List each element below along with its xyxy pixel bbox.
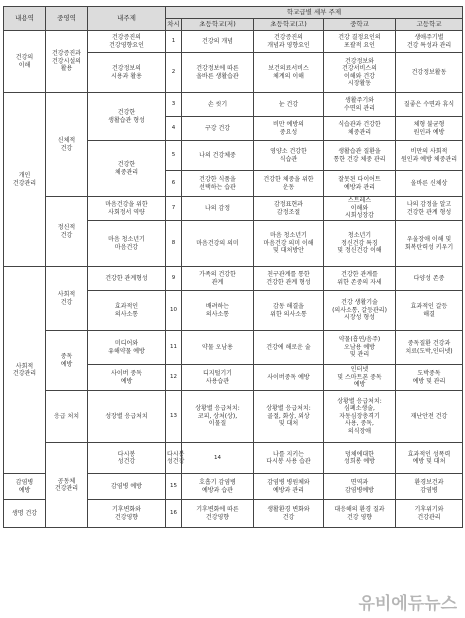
header-level-group: 학교급별 세부 주제: [166, 7, 463, 19]
lower-elem-cell: 나를 지키는 다시봉 사용 습관: [254, 443, 324, 474]
order-cell: 1: [166, 31, 182, 53]
lower-elem-cell: 상황별 응급처치: 코피, 상처(상), 이물질: [182, 391, 254, 443]
middle-cell: 스트레스 이해와 시회성장감: [324, 197, 396, 221]
lower-elem-cell: 손 씻기: [182, 93, 254, 117]
upper-elem-cell: 상황별 응급처치: 골절, 화상, 외상 및 대처: [254, 391, 324, 443]
header-middle: 중학교: [324, 19, 396, 31]
high-cell: 건강정보활동: [396, 53, 463, 93]
order-cell: 8: [166, 221, 182, 267]
topic-cell: 마음 청소년기 마음건강: [88, 221, 166, 267]
sub-area-cell: 응급 처치: [46, 391, 88, 443]
middle-cell: 잘못된 다이어트 예방과 관리: [324, 171, 396, 197]
table-row: [4, 267, 463, 291]
area-cell: 사회적 건강관리: [4, 267, 46, 474]
sub-area-cell: 다시봉 성건강: [88, 443, 166, 474]
watermark-logo: 유비에듀뉴스: [358, 594, 457, 614]
middle-cell: 생활습관 질환을 통한 건강 체중 관리: [324, 141, 396, 171]
area-cell: 공동체 건강관리: [46, 443, 88, 528]
topic-cell: 성장별 응급처치: [88, 391, 166, 443]
high-cell: 체형 불균형 원인과 예방: [396, 117, 463, 141]
order-cell: 12: [166, 365, 182, 391]
high-cell: 질좋은 수면과 휴식: [396, 93, 463, 117]
upper-elem-cell: 친구관계를 통한 건강한 관계 형성: [254, 267, 324, 291]
middle-cell: 건강정보와 건강서비스의 이해와 건강 시장활동: [324, 53, 396, 93]
upper-elem-cell: 건강한 체중을 위한 운동: [254, 171, 324, 197]
lower-elem-cell: 디지털기기 사용습관: [182, 365, 254, 391]
middle-cell: 약물(흡연/음주) 오남용 예방 및 관리: [324, 331, 396, 365]
area-cell: 개인 건강관리: [4, 93, 46, 267]
middle-cell: 건강 결정요인의 포괄적 요인: [324, 31, 396, 53]
order-cell: 4: [166, 117, 182, 141]
topic-cell: 기후변화와 건강영향: [88, 500, 166, 528]
high-cell: 도박중독 예방 및 관리: [396, 365, 463, 391]
high-cell: 효과적인 갈등 해결: [396, 291, 463, 331]
topic-cell: 사이버 중독 예방: [88, 365, 166, 391]
table-row: [4, 443, 463, 474]
order-cell: 5: [166, 141, 182, 171]
header-area: 내용역: [4, 7, 46, 31]
order-cell: 13: [166, 391, 182, 443]
high-cell: 환경보건과 감염병: [396, 474, 463, 500]
header-topic: 내주제: [88, 7, 166, 31]
middle-cell: 면역과 감염병예방: [324, 474, 396, 500]
high-cell: 비만의 사회적 원인과 예방 체중관리: [396, 141, 463, 171]
sub-area-cell: 신체적 건강: [46, 93, 88, 197]
upper-elem-cell: 감정표현과 감정조절: [254, 197, 324, 221]
area-cell: 건강의 이해: [4, 31, 46, 93]
table-row: [4, 31, 463, 53]
topic-cell: 건강증진의 건강영향요인: [88, 31, 166, 53]
upper-elem-cell: 눈 건강: [254, 93, 324, 117]
upper-elem-cell: 영양소 건강한 식습관: [254, 141, 324, 171]
upper-elem-cell: 생활환경 변화와 건강: [254, 500, 324, 528]
upper-elem-cell: 덩체에대한 성희롱 예방: [324, 443, 396, 474]
topic-cell: 건강정보의 시용과 활용: [88, 53, 166, 93]
header-high: 고등학교: [396, 19, 463, 31]
order-cell: 14: [182, 443, 254, 474]
topic-cell: 마음건강을 위한 사회정서 역량: [88, 197, 166, 221]
topic-cell: 건강한 관계형성: [88, 267, 166, 291]
middle-cell: 인터넷 및 스마트폰 중독 예방: [324, 365, 396, 391]
high-cell: 나의 감정을 알고 건강한 관계 형성: [396, 197, 463, 221]
high-cell: 중독질환 건강과 치료(도박,인터넷): [396, 331, 463, 365]
sub-area-cell: 사회적 건강: [46, 267, 88, 331]
middle-cell: 건강한 관계를 위한 존중의 자세: [324, 267, 396, 291]
middle-cell: 식습관과 건강한 체중관리: [324, 117, 396, 141]
table-row: [4, 93, 463, 117]
table-row: [4, 391, 463, 443]
middle-cell: 효과적인 성폭력 예방 및 대처: [396, 443, 463, 474]
lower-elem-cell: 가족의 건강한 관계: [182, 267, 254, 291]
lower-elem-cell: 배려하는 의사소통: [182, 291, 254, 331]
order-cell: 6: [166, 171, 182, 197]
lower-elem-cell: 건강정보에 따른 올바른 생활습관: [182, 53, 254, 93]
middle-cell: 대응해의 환경 질과 건강 영향: [324, 500, 396, 528]
order-cell: 3: [166, 93, 182, 117]
header-row-1: [4, 7, 463, 19]
topic-cell: 건강한 생활습관 형성: [88, 93, 166, 141]
header-lower-elem: 초등학교(저): [182, 19, 254, 31]
header-order: 차시: [166, 19, 182, 31]
upper-elem-cell: 마음 청소년기 마음건강 의미 이해 및 대처방안: [254, 221, 324, 267]
upper-elem-cell: 사이버중독 예방: [254, 365, 324, 391]
topic-cell: 다시봉 성건강: [166, 443, 182, 474]
middle-cell: 생활주기와 수면의 관리: [324, 93, 396, 117]
order-cell: 10: [166, 291, 182, 331]
lower-elem-cell: 건강한 식품을 선택하는 습관: [182, 171, 254, 197]
high-cell: 우울장애 이해 및 회복탄력성 키우기: [396, 221, 463, 267]
header-sub-area: 중영역: [46, 7, 88, 31]
high-cell: 생애주기별 건강 특성과 관리: [396, 31, 463, 53]
sub-area-cell: 건강증진과 건강시설의 활용: [46, 31, 88, 93]
upper-elem-cell: 감동 해결을 위한 의사소통: [254, 291, 324, 331]
curriculum-table: [3, 6, 463, 528]
topic-cell: 건강한 체중관리: [88, 141, 166, 197]
high-cell: 기후위기와 건강관리: [396, 500, 463, 528]
upper-elem-cell: 건강에 해로운 술: [254, 331, 324, 365]
lower-elem-cell: 나의 건강체중: [182, 141, 254, 171]
topic-cell: 감염병 예방: [88, 474, 166, 500]
sub-area-cell: 정신적 건강: [46, 197, 88, 267]
order-cell: 9: [166, 267, 182, 291]
lower-elem-cell: 기후변화에 따른 건강영향: [182, 500, 254, 528]
upper-elem-cell: 보건의료서비스 체계의 이해: [254, 53, 324, 93]
sub-area-cell: 감염병 예방: [4, 474, 46, 500]
table-row: [4, 331, 463, 365]
high-cell: 올바른 신체상: [396, 171, 463, 197]
lower-elem-cell: 나의 감정: [182, 197, 254, 221]
order-cell: 16: [166, 500, 182, 528]
sub-area-cell: 중독 예방: [46, 331, 88, 391]
high-cell: 다양성 존중: [396, 267, 463, 291]
middle-cell: 건강 생활기술 (의사소통, 갈등관리) 시장성 형성: [324, 291, 396, 331]
header-upper-elem: 초등학교(고): [254, 19, 324, 31]
lower-elem-cell: 건강의 개념: [182, 31, 254, 53]
sub-area-cell: 생명 건강: [4, 500, 46, 528]
lower-elem-cell: 약물 오남용: [182, 331, 254, 365]
table-row: [4, 197, 463, 221]
high-cell: 재난안전 건강: [396, 391, 463, 443]
lower-elem-cell: 호흡기 감염병 예방과 습관: [182, 474, 254, 500]
middle-cell: 청소년기 정신건강 특징 및 정신건강 이해: [324, 221, 396, 267]
middle-cell: 상황별 응급처치: 심폐소생술, 자동심장충격기 사용, 중독, 의식장애: [324, 391, 396, 443]
order-cell: 2: [166, 53, 182, 93]
topic-cell: 효과적인 의사소통: [88, 291, 166, 331]
lower-elem-cell: 구강 건강: [182, 117, 254, 141]
upper-elem-cell: 건강증진의 개념과 영향요인: [254, 31, 324, 53]
order-cell: 11: [166, 331, 182, 365]
order-cell: 15: [166, 474, 182, 500]
upper-elem-cell: 감염병 병원체와 예방과 관리: [254, 474, 324, 500]
upper-elem-cell: 비만 예방의 중요성: [254, 117, 324, 141]
order-cell: 7: [166, 197, 182, 221]
topic-cell: 미디어와 유해약물 예방: [88, 331, 166, 365]
lower-elem-cell: 마음건강의 의미: [182, 221, 254, 267]
